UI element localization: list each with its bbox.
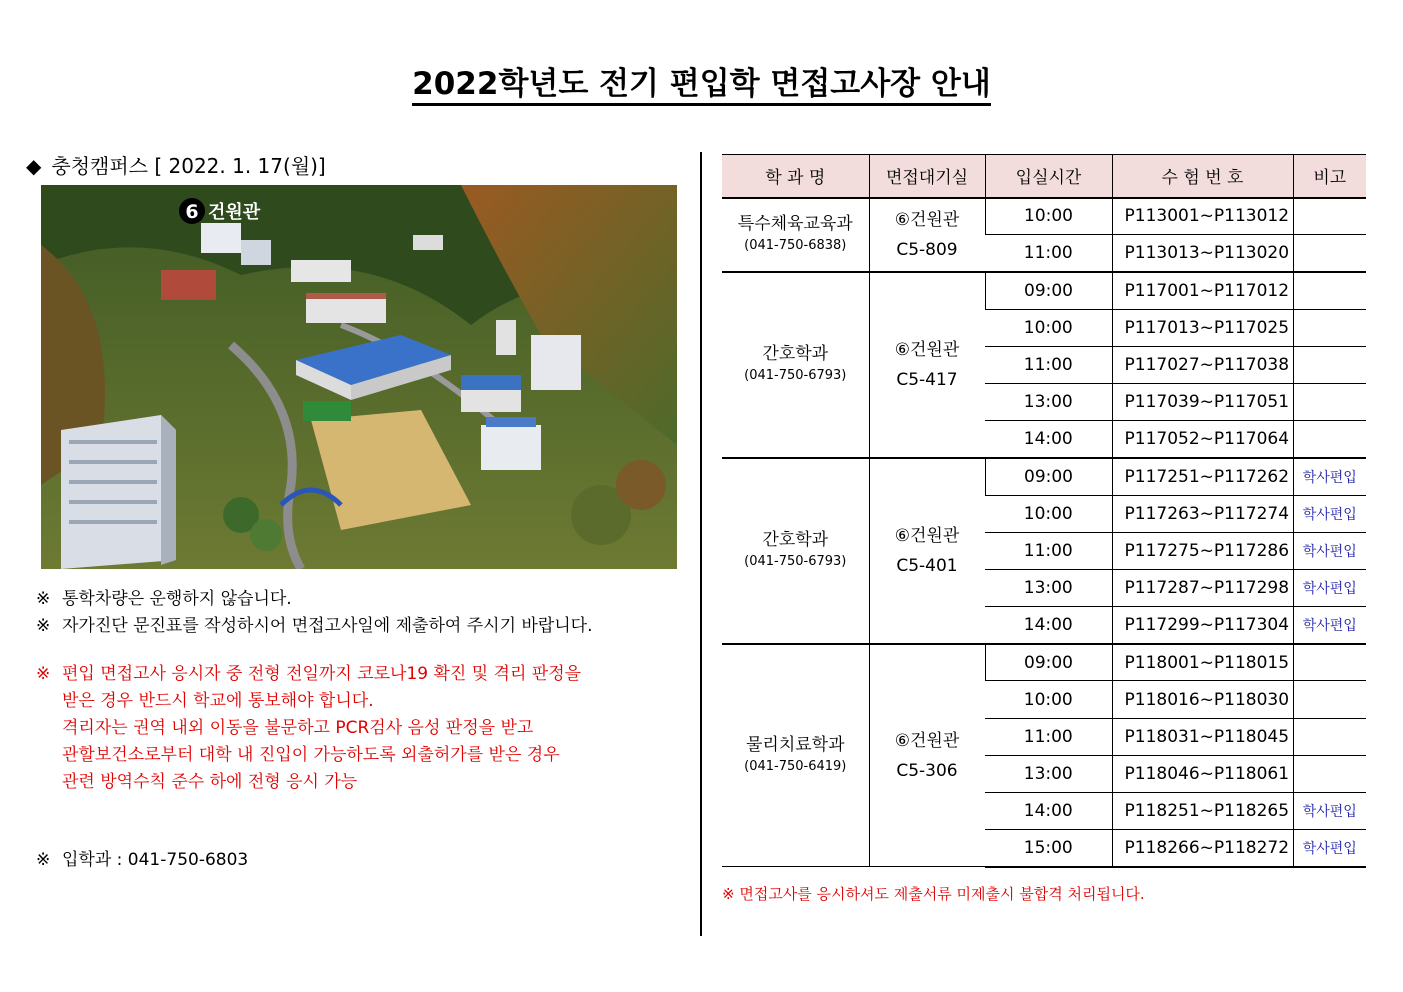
building-number: 6 xyxy=(185,201,199,223)
time-cell: 10:00 xyxy=(985,495,1112,532)
note-bus: ※ 통학차량은 운행하지 않습니다. xyxy=(36,589,292,609)
code-cell: P117287~P117298 xyxy=(1112,569,1293,606)
campus-label: 충청캠퍼스 [ 2022. 1. 17(월)] xyxy=(51,154,326,178)
table-row xyxy=(722,272,1366,309)
dept-name: 물리치료학과 xyxy=(745,734,845,755)
note-cell xyxy=(1293,383,1366,420)
note-cell: 학사편입 xyxy=(1293,569,1366,606)
note-cell xyxy=(1293,681,1366,718)
header-dept: 학 과 명 xyxy=(722,155,869,198)
code-cell: P117039~P117051 xyxy=(1112,383,1293,420)
time-cell: 13:00 xyxy=(985,569,1112,606)
time-cell: 13:00 xyxy=(985,755,1112,792)
code-cell: P118266~P118272 xyxy=(1112,830,1293,867)
column-divider xyxy=(700,152,702,936)
note-cell xyxy=(1293,346,1366,383)
campus-heading xyxy=(26,150,326,179)
time-cell: 14:00 xyxy=(985,607,1112,644)
header-time: 입실시간 xyxy=(985,155,1112,198)
time-cell: 09:00 xyxy=(985,458,1112,495)
header-note: 비고 xyxy=(1293,155,1366,198)
time-cell: 10:00 xyxy=(985,198,1112,235)
note-cell: 학사편입 xyxy=(1293,495,1366,532)
code-cell: P118031~P118045 xyxy=(1112,718,1293,755)
covid-notice: ※ 편입 면접고사 응시자 중 전형 전일까지 코로나19 확진 및 격리 판정을 받은 경우 반드시 학교에 통보해야 합니다. 격리자는 권역 내외 이동을 불문하고 PCR검사 음성 판정을 받고 관할보건소로부터 대학 내 진입이 가능하도록 외출허가를 받은 경우 관련 방역수칙 준수 하에 전형 응시 가능 xyxy=(36,664,582,792)
note-cell: 학사편입 xyxy=(1293,830,1366,867)
dept-name: 간호학과 xyxy=(762,529,829,550)
room-cell xyxy=(869,644,985,867)
note-cell xyxy=(1293,718,1366,755)
dept-name: 특수체육교육과 xyxy=(737,213,853,234)
room-cell xyxy=(869,198,985,272)
room-number: C5-306 xyxy=(896,760,958,781)
code-cell: P117027~P117038 xyxy=(1112,346,1293,383)
dept-cell xyxy=(722,272,869,458)
page-title: 2022학년도 전기 편입학 면접고사장 안내 xyxy=(0,58,1403,103)
note-cell xyxy=(1293,198,1366,235)
code-cell: P117251~P117262 xyxy=(1112,458,1293,495)
room-number: C5-809 xyxy=(896,239,958,260)
building-label: 건원관 xyxy=(208,202,261,223)
time-cell: 09:00 xyxy=(985,272,1112,309)
dept-phone: (041-750-6793) xyxy=(744,367,847,383)
header-code: 수 험 번 호 xyxy=(1112,155,1293,198)
dept-phone: (041-750-6838) xyxy=(744,237,847,253)
room-building: ⑥건원관 xyxy=(894,730,960,751)
room-building: ⑥건원관 xyxy=(894,209,960,230)
dept-cell xyxy=(722,458,869,644)
general-notes xyxy=(36,586,593,640)
interview-schedule-table xyxy=(722,154,1366,868)
note-cell xyxy=(1293,272,1366,309)
room-building: ⑥건원관 xyxy=(894,525,960,546)
room-cell xyxy=(869,458,985,644)
code-cell: P113001~P113012 xyxy=(1112,198,1293,235)
time-cell: 14:00 xyxy=(985,421,1112,458)
time-cell: 11:00 xyxy=(985,235,1112,272)
time-cell: 09:00 xyxy=(985,644,1112,681)
time-cell: 14:00 xyxy=(985,793,1112,830)
code-cell: P113013~P113020 xyxy=(1112,235,1293,272)
header-room: 면접대기실 xyxy=(869,155,985,198)
room-number: C5-417 xyxy=(896,369,958,390)
dept-name: 간호학과 xyxy=(762,343,829,364)
note-cell xyxy=(1293,755,1366,792)
code-cell: P117013~P117025 xyxy=(1112,309,1293,346)
time-cell: 11:00 xyxy=(985,346,1112,383)
time-cell: 15:00 xyxy=(985,830,1112,867)
note-cell xyxy=(1293,309,1366,346)
code-cell: P118251~P118265 xyxy=(1112,793,1293,830)
code-cell: P118001~P118015 xyxy=(1112,644,1293,681)
table-row xyxy=(722,644,1366,681)
time-cell: 13:00 xyxy=(985,383,1112,420)
diamond-bullet-icon: ◆ xyxy=(26,154,42,178)
table-header-row xyxy=(722,155,1366,198)
admission-contact: ※ 입학과 : 041-750-6803 xyxy=(36,850,249,870)
code-cell: P117052~P117064 xyxy=(1112,421,1293,458)
code-cell: P117263~P117274 xyxy=(1112,495,1293,532)
time-cell: 11:00 xyxy=(985,718,1112,755)
note-cell xyxy=(1293,644,1366,681)
note-cell: 학사편입 xyxy=(1293,458,1366,495)
code-cell: P117275~P117286 xyxy=(1112,532,1293,569)
footnote-warning: ※ 면접고사를 응시하셔도 제출서류 미제출시 불합격 처리됩니다. xyxy=(722,885,1145,903)
note-form: ※ 자가진단 문진표를 작성하시어 면접고사일에 제출하여 주시기 바랍니다. xyxy=(36,616,593,636)
time-cell: 10:00 xyxy=(985,309,1112,346)
dept-cell xyxy=(722,644,869,867)
time-cell: 11:00 xyxy=(985,532,1112,569)
note-cell: 학사편입 xyxy=(1293,607,1366,644)
note-cell xyxy=(1293,235,1366,272)
room-cell xyxy=(869,272,985,458)
room-building: ⑥건원관 xyxy=(894,339,960,360)
dept-phone: (041-750-6419) xyxy=(744,758,847,774)
code-cell: P118046~P118061 xyxy=(1112,755,1293,792)
note-cell: 학사편입 xyxy=(1293,793,1366,830)
time-cell: 10:00 xyxy=(985,681,1112,718)
dept-cell xyxy=(722,198,869,272)
dept-phone: (041-750-6793) xyxy=(744,553,847,569)
note-cell: 학사편입 xyxy=(1293,532,1366,569)
code-cell: P117299~P117304 xyxy=(1112,607,1293,644)
room-number: C5-401 xyxy=(896,555,958,576)
table-row xyxy=(722,198,1366,235)
code-cell: P117001~P117012 xyxy=(1112,272,1293,309)
table-row xyxy=(722,458,1366,495)
code-cell: P118016~P118030 xyxy=(1112,681,1293,718)
campus-aerial-photo xyxy=(41,185,677,569)
note-cell xyxy=(1293,421,1366,458)
